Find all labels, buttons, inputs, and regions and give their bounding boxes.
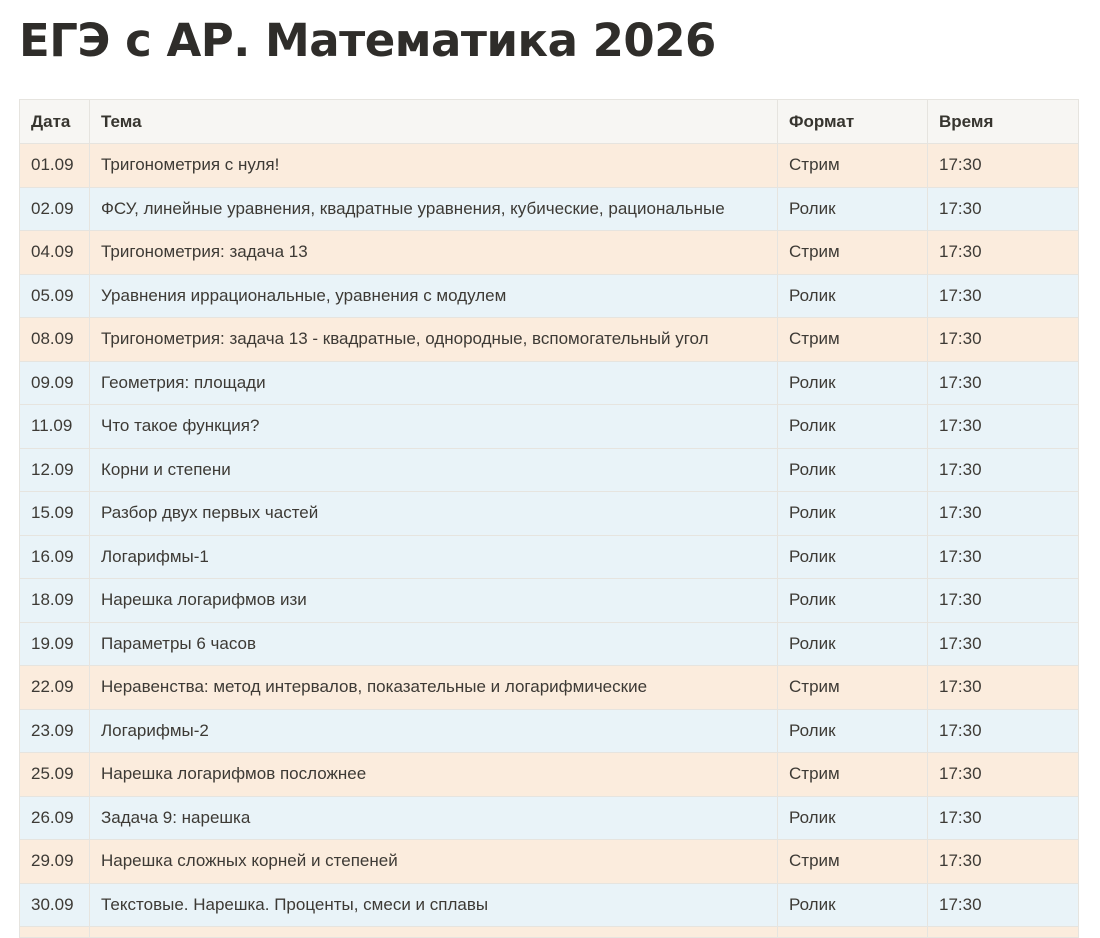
- table-row[interactable]: [20, 535, 1079, 579]
- cell-time[interactable]: 17:30: [928, 492, 1079, 536]
- cell-empty: [20, 927, 90, 938]
- cell-date[interactable]: 12.09: [20, 448, 90, 492]
- cell-format[interactable]: Ролик: [778, 796, 928, 840]
- cell-date[interactable]: 15.09: [20, 492, 90, 536]
- table-row[interactable]: [20, 187, 1079, 231]
- cell-format[interactable]: Ролик: [778, 579, 928, 623]
- cell-format[interactable]: Ролик: [778, 361, 928, 405]
- cell-topic[interactable]: ФСУ, линейные уравнения, квадратные уравнения, кубические, рациональные: [90, 187, 778, 231]
- cell-format[interactable]: Стрим: [778, 231, 928, 275]
- cell-topic[interactable]: Тригонометрия с нуля!: [90, 144, 778, 188]
- cell-time[interactable]: 17:30: [928, 187, 1079, 231]
- cell-date[interactable]: 09.09: [20, 361, 90, 405]
- cell-empty: [778, 927, 928, 938]
- table-row[interactable]: [20, 318, 1079, 362]
- cell-time[interactable]: 17:30: [928, 361, 1079, 405]
- table-row[interactable]: [20, 361, 1079, 405]
- cell-empty: [90, 927, 778, 938]
- table-row[interactable]: [20, 579, 1079, 623]
- header-topic[interactable]: Тема: [90, 100, 778, 144]
- cell-time[interactable]: 17:30: [928, 666, 1079, 710]
- cell-date[interactable]: 26.09: [20, 796, 90, 840]
- table-row[interactable]: [20, 753, 1079, 797]
- cell-topic[interactable]: Геометрия: площади: [90, 361, 778, 405]
- table-row[interactable]: [20, 492, 1079, 536]
- schedule-table: [19, 99, 1079, 938]
- cell-format[interactable]: Ролик: [778, 274, 928, 318]
- cell-topic[interactable]: Уравнения иррациональные, уравнения с модулем: [90, 274, 778, 318]
- cell-date[interactable]: 01.09: [20, 144, 90, 188]
- cell-time[interactable]: 17:30: [928, 318, 1079, 362]
- table-row[interactable]: [20, 666, 1079, 710]
- cell-date[interactable]: 11.09: [20, 405, 90, 449]
- cell-topic[interactable]: Нарешка логарифмов изи: [90, 579, 778, 623]
- cell-date[interactable]: 05.09: [20, 274, 90, 318]
- cell-format[interactable]: Ролик: [778, 535, 928, 579]
- cell-date[interactable]: 02.09: [20, 187, 90, 231]
- cell-time[interactable]: 17:30: [928, 883, 1079, 927]
- cell-date[interactable]: 22.09: [20, 666, 90, 710]
- cell-date[interactable]: 25.09: [20, 753, 90, 797]
- table-row[interactable]: [20, 144, 1079, 188]
- cell-time[interactable]: 17:30: [928, 796, 1079, 840]
- cell-time[interactable]: 17:30: [928, 405, 1079, 449]
- table-header-row: [20, 100, 1079, 144]
- cell-topic[interactable]: Текстовые. Нарешка. Проценты, смеси и сплавы: [90, 883, 778, 927]
- cell-topic[interactable]: Разбор двух первых частей: [90, 492, 778, 536]
- cell-format[interactable]: Стрим: [778, 753, 928, 797]
- cell-time[interactable]: 17:30: [928, 622, 1079, 666]
- cell-time[interactable]: 17:30: [928, 144, 1079, 188]
- cell-format[interactable]: Ролик: [778, 883, 928, 927]
- table-row[interactable]: [20, 622, 1079, 666]
- cell-time[interactable]: 17:30: [928, 231, 1079, 275]
- cell-time[interactable]: 17:30: [928, 753, 1079, 797]
- cell-time[interactable]: 17:30: [928, 274, 1079, 318]
- table-row[interactable]: [20, 405, 1079, 449]
- cell-topic[interactable]: Логарифмы-1: [90, 535, 778, 579]
- page-title: ЕГЭ с АР. Математика 2026: [19, 14, 716, 67]
- cell-topic[interactable]: Тригонометрия: задача 13: [90, 231, 778, 275]
- cell-time[interactable]: 17:30: [928, 535, 1079, 579]
- cell-date[interactable]: 19.09: [20, 622, 90, 666]
- cell-format[interactable]: Ролик: [778, 187, 928, 231]
- cell-format[interactable]: Стрим: [778, 318, 928, 362]
- cell-topic[interactable]: Логарифмы-2: [90, 709, 778, 753]
- cell-format[interactable]: Ролик: [778, 405, 928, 449]
- cell-date[interactable]: 04.09: [20, 231, 90, 275]
- table-row[interactable]: [20, 883, 1079, 927]
- table-row[interactable]: [20, 448, 1079, 492]
- cell-date[interactable]: 23.09: [20, 709, 90, 753]
- table-row[interactable]: [20, 709, 1079, 753]
- header-time[interactable]: Время: [928, 100, 1079, 144]
- cell-format[interactable]: Ролик: [778, 448, 928, 492]
- cell-empty: [928, 927, 1079, 938]
- cell-format[interactable]: Ролик: [778, 492, 928, 536]
- cell-topic[interactable]: Нарешка логарифмов посложнее: [90, 753, 778, 797]
- cell-format[interactable]: Стрим: [778, 144, 928, 188]
- cell-topic[interactable]: Параметры 6 часов: [90, 622, 778, 666]
- header-date[interactable]: Дата: [20, 100, 90, 144]
- table-row[interactable]: [20, 796, 1079, 840]
- cell-topic[interactable]: Тригонометрия: задача 13 - квадратные, однородные, вспомогательный угол: [90, 318, 778, 362]
- cell-time[interactable]: 17:30: [928, 448, 1079, 492]
- header-format[interactable]: Формат: [778, 100, 928, 144]
- cell-time[interactable]: 17:30: [928, 840, 1079, 884]
- table-row[interactable]: [20, 231, 1079, 275]
- cell-format[interactable]: Стрим: [778, 840, 928, 884]
- cell-topic[interactable]: Что такое функция?: [90, 405, 778, 449]
- table-row[interactable]: [20, 840, 1079, 884]
- cell-format[interactable]: Ролик: [778, 709, 928, 753]
- table-row-partial: [20, 927, 1079, 938]
- cell-format[interactable]: Стрим: [778, 666, 928, 710]
- cell-time[interactable]: 17:30: [928, 579, 1079, 623]
- cell-topic[interactable]: Корни и степени: [90, 448, 778, 492]
- cell-topic[interactable]: Задача 9: нарешка: [90, 796, 778, 840]
- table-body: [20, 144, 1079, 938]
- table-row[interactable]: [20, 274, 1079, 318]
- cell-date[interactable]: 16.09: [20, 535, 90, 579]
- cell-date[interactable]: 18.09: [20, 579, 90, 623]
- cell-date[interactable]: 30.09: [20, 883, 90, 927]
- cell-topic[interactable]: Неравенства: метод интервалов, показательные и логарифмические: [90, 666, 778, 710]
- cell-format[interactable]: Ролик: [778, 622, 928, 666]
- cell-date[interactable]: 29.09: [20, 840, 90, 884]
- cell-date[interactable]: 08.09: [20, 318, 90, 362]
- cell-topic[interactable]: Нарешка сложных корней и степеней: [90, 840, 778, 884]
- cell-time[interactable]: 17:30: [928, 709, 1079, 753]
